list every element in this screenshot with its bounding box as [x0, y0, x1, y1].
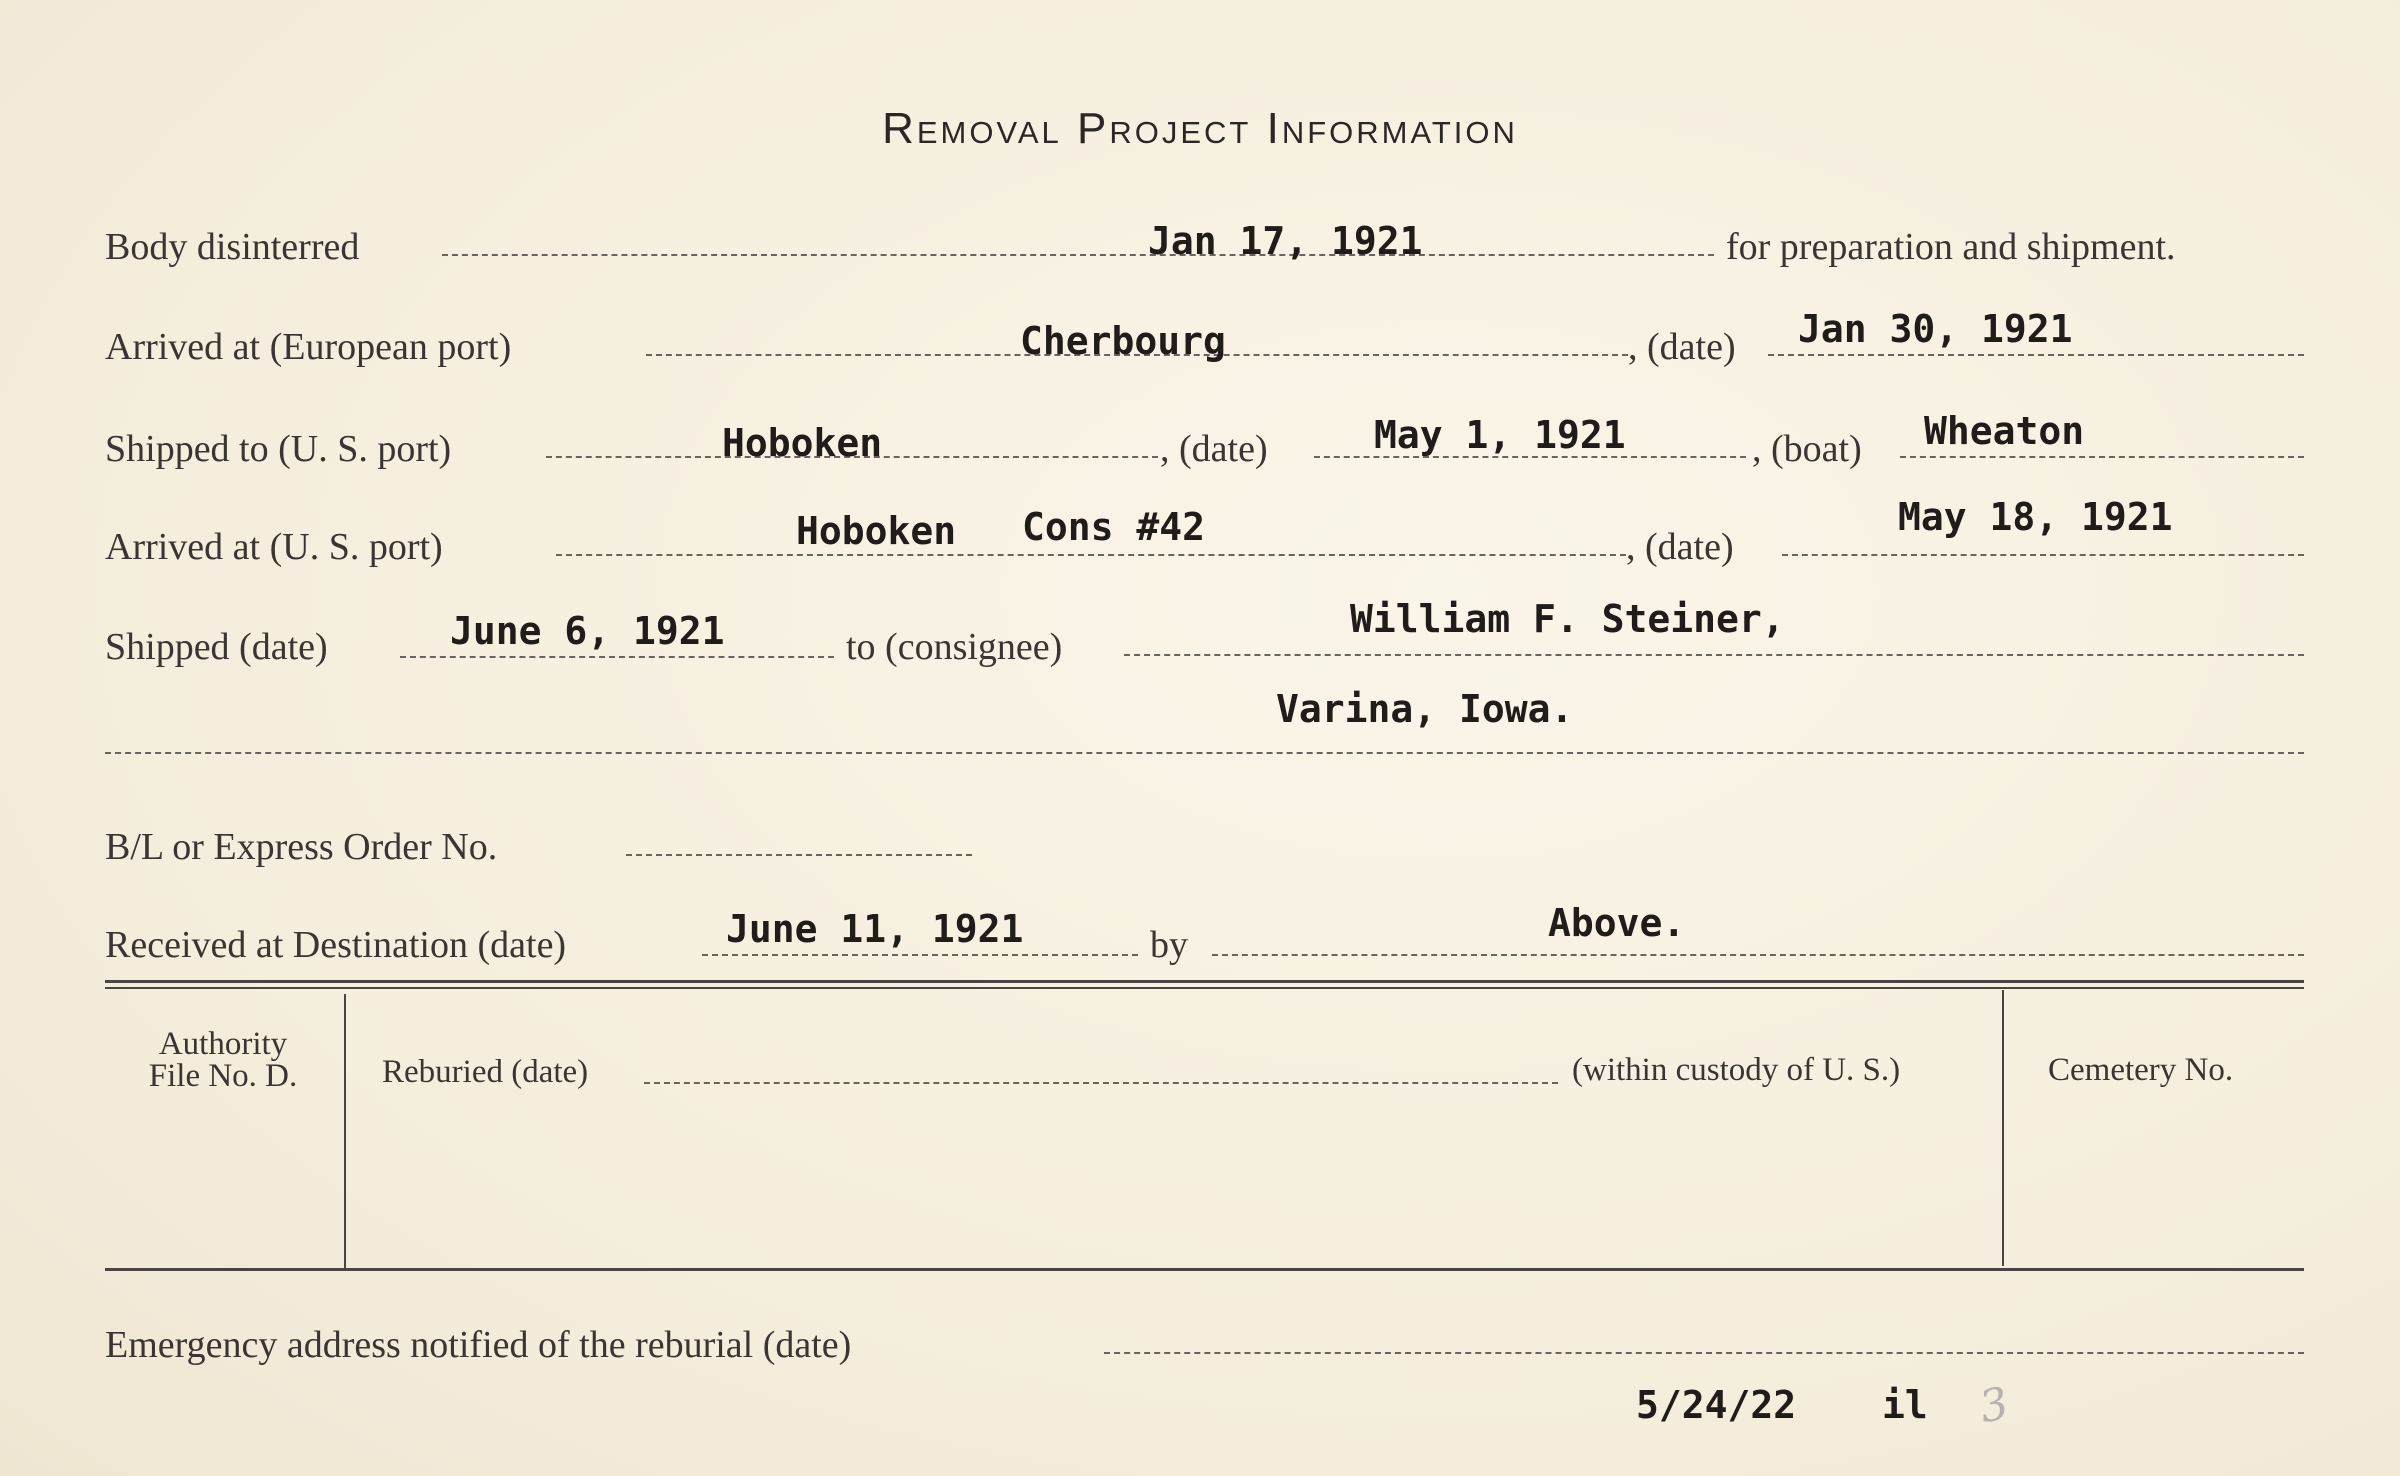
authority-label-line2: File No. D.	[148, 1058, 298, 1094]
cemetery-label: Cemetery No.	[2048, 1052, 2234, 1088]
table-bottom-rule	[105, 1268, 2304, 1271]
received-date-value: June 11, 1921	[726, 907, 1024, 951]
bl-label: B/L or Express Order No.	[105, 826, 498, 868]
arrived-european-date-line	[1768, 354, 2304, 356]
boat-label: , (boat)	[1752, 428, 1862, 470]
bl-line	[626, 854, 972, 856]
consignee-address-value: Varina, Iowa.	[1276, 687, 1574, 731]
page-title: Removal Project Information	[882, 104, 1518, 153]
disinterred-line	[442, 254, 1714, 256]
shipped-date-value: June 6, 1921	[450, 609, 725, 653]
consignee-label: to (consignee)	[846, 626, 1063, 668]
cons-number-value: Cons #42	[1022, 505, 1206, 549]
emergency-label: Emergency address notified of the reburial (date)	[105, 1324, 852, 1366]
emergency-line	[1104, 1352, 2304, 1354]
european-date-value: Jan 30, 1921	[1798, 307, 2073, 351]
received-label: Received at Destination (date)	[105, 924, 567, 966]
pencil-mark: 3	[1975, 1377, 2013, 1434]
arrived-us-label: Arrived at (U. S. port)	[105, 526, 443, 568]
reburied-label: Reburied (date)	[382, 1054, 589, 1090]
table-divider-left	[344, 994, 346, 1268]
arrived-us-date-value: May 18, 1921	[1898, 495, 2173, 539]
disinterred-label: Body disinterred	[105, 226, 360, 268]
received-by-value: Above.	[1548, 901, 1686, 945]
authority-label-line1: Authority	[158, 1026, 288, 1062]
table-top-rule	[105, 980, 2304, 983]
arrived-us-date-label: , (date)	[1626, 526, 1734, 568]
shipped-us-date-value: May 1, 1921	[1374, 413, 1626, 457]
reburied-line	[644, 1082, 1558, 1084]
footer-initials: il	[1882, 1383, 1928, 1427]
consignee-line	[1124, 654, 2304, 656]
boat-value: Wheaton	[1924, 409, 2085, 453]
consignee-name-value: William F. Steiner,	[1350, 597, 1785, 641]
table-top-rule-inner	[105, 987, 2304, 989]
arrived-us-date-line	[1782, 554, 2304, 556]
shipped-us-label: Shipped to (U. S. port)	[105, 428, 452, 470]
disinterred-suffix: for preparation and shipment.	[1726, 226, 2176, 268]
european-port-value: Cherbourg	[1020, 319, 1226, 363]
by-label: by	[1150, 924, 1188, 966]
custody-label: (within custody of U. S.)	[1572, 1052, 1901, 1088]
arrived-european-date-label: , (date)	[1628, 326, 1736, 368]
shipped-us-port-value: Hoboken	[722, 421, 883, 465]
boat-line	[1900, 456, 2304, 458]
by-line	[1212, 954, 2304, 956]
arrived-european-label: Arrived at (European port)	[105, 326, 512, 368]
received-date-line	[702, 954, 1138, 956]
disinterred-date-value: Jan 17, 1921	[1148, 219, 1423, 263]
footer-stamp-date: 5/24/22	[1636, 1383, 1797, 1427]
table-divider-right	[2002, 990, 2004, 1266]
shipped-date-line	[400, 656, 834, 658]
consignee-extra-line	[105, 752, 2304, 754]
arrived-us-port-line	[556, 554, 1626, 556]
shipped-us-date-label: , (date)	[1160, 428, 1268, 470]
shipped-date-label: Shipped (date)	[105, 626, 328, 668]
arrived-us-port-value: Hoboken	[796, 509, 957, 553]
